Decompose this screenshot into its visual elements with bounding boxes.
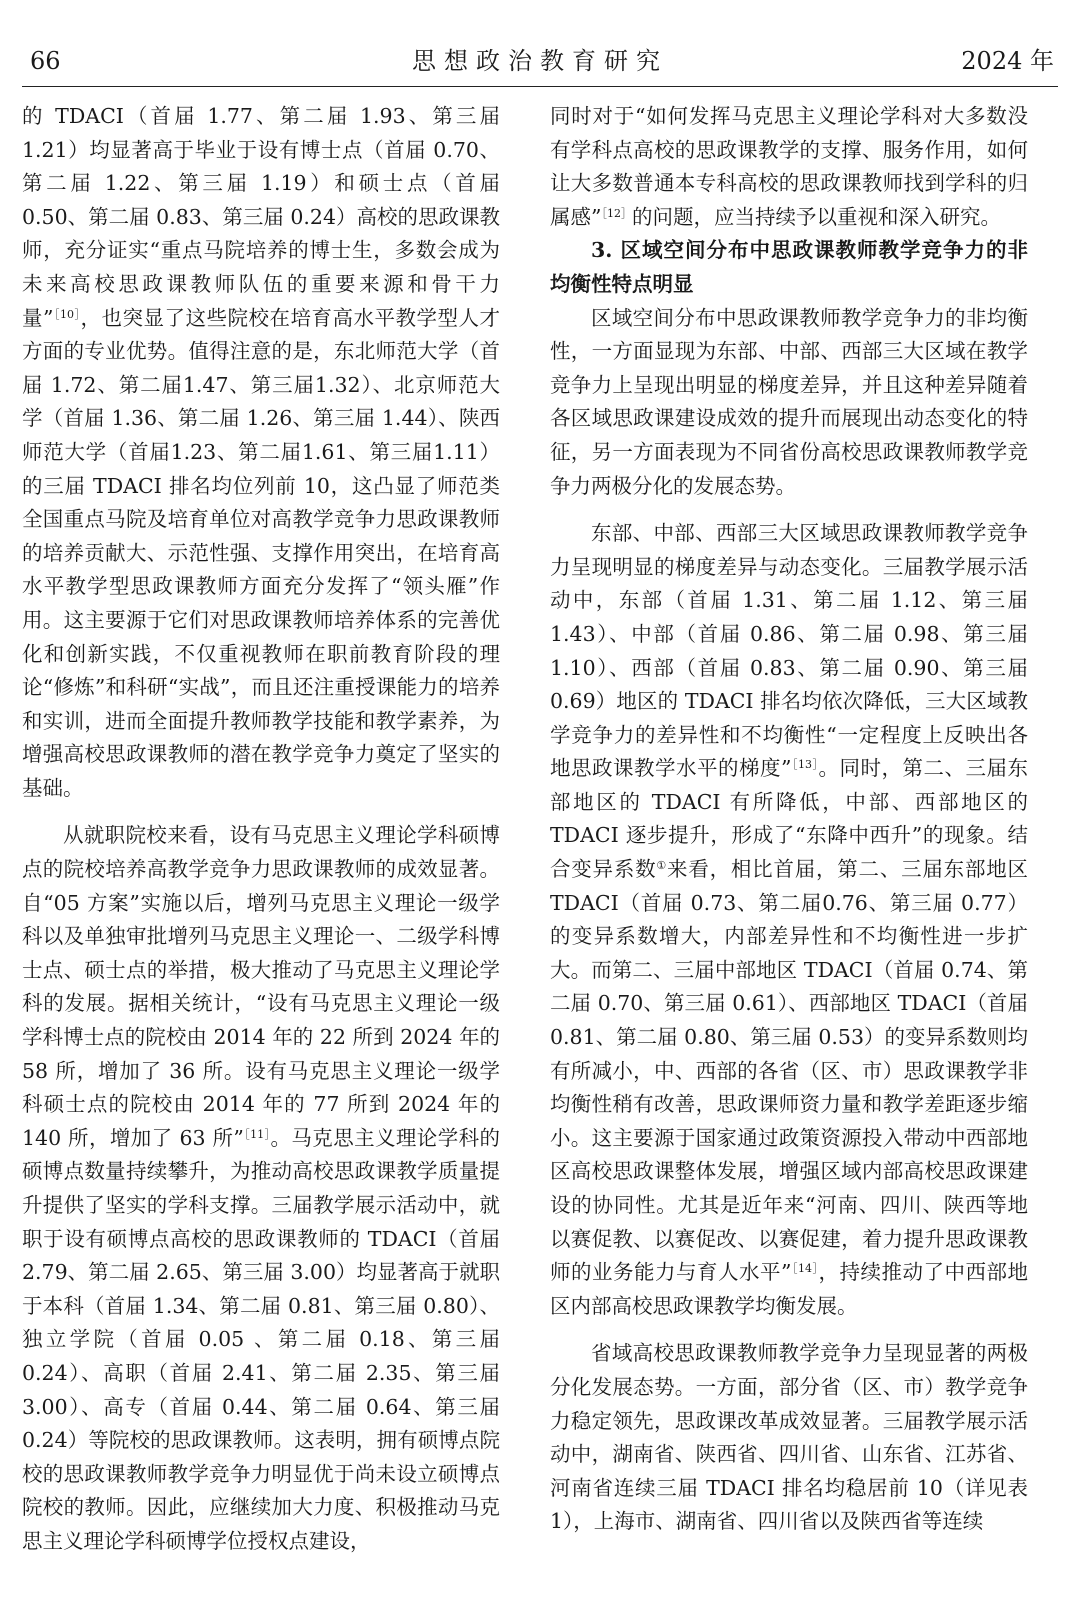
text-run: 。同时，第二、三届东部地区的 TDACI 有所降低，中部、西部地区的 TDACI 逐步提升，形成了“东降中西升”的现象。结合变异系数 bbox=[550, 756, 1029, 882]
citation-ref: ［14］ bbox=[791, 1262, 819, 1276]
text-run: ，也突显了这些院校在培育高水平教学型人才方面的专业优势。值得注意的是，东北师范大学（首届 1.72、第二届1.47、第三届1.32）、北京师范大学（首届 1.36、第二届 1.26、第三届 1.44）、陕西师范大学（首届1.23、第二届1.61、第三届1.11）的三届 TDACI 排名均位列前 10，这凸显了师范类全国重点马院及培育单位对高教学竞争力思政课教师的培养贡献大、示范性强、支撑作用突出，在培育高水平教学型思政课教师方面充分发挥了“领头雁”作用。这主要源于它们对思政课教师培养体系的完善优化和创新实践，不仅重视教师在职前教育阶段的理论“修炼”和科研“实战”，而且还注重授课能力的培养和实训，进而全面提升教师教学技能和教学素养，为增强高校思政课教师的潜在教学竞争力奠定了坚实的基础。 bbox=[22, 305, 500, 800]
text-run: 。马克思主义理论学科的硕博点数量持续攀升，为推动高校思政课教学质量提升提供了坚实的学科支撑。三届教学展示活动中，就职于设有硕博点高校的思政课教师的 TDACI（首届 2.79、第二届 2.65、第三届 3.00）均显著高于就职于本科（首届 1.34、第二届 0.81、第三届 0.80）、独立学院（首届 0.05 、第二届 0.18、第三届 0.24）、高职（首届 2.41、第二届 2.35、第三届 3.00）、高专（首届 0.44、第二届 0.64、第三届0.24）等院校的思政课教师。这表明，拥有硕博点院校的思政课教师教学竞争力明显优于尚未设立硕博点院校的教师。因此，应继续加大力度、积极推动马克思主义理论学科硕博学位授权点建设， bbox=[22, 1125, 501, 1553]
page-number: 66 bbox=[30, 47, 61, 75]
running-header bbox=[22, 40, 1058, 87]
journal-title: 思想政治教育研究 bbox=[412, 47, 668, 75]
text-run: 东部、中部、西部三大区域思政课教师教学竞争力呈现明显的梯度差异与动态变化。三届教学展示活动中，东部（首届 1.31、第二届 1.12、第三届 1.43）、中部（首届 0.86、第二届 0.98、第三届 1.10）、西部（首届 0.83、第二届 0.90、第三届0.69）地区的 TDACI 排名均依次降低，三大区域教学竞争力的差异性和不均衡性“一定程度上反映出各地思政课教学水平的梯度” bbox=[550, 521, 1028, 781]
citation-ref: ［12］ bbox=[601, 206, 632, 220]
paragraph: 区域空间分布中思政课教师教学竞争力的非均衡性，一方面显现为东部、中部、西部三大区域在教学竞争力上呈现出明显的梯度差异，并且这种差异随着各区域思政课建设成效的提升而展现出动态变化的特征，另一方面表现为不同省份高校思政课教师教学竞争力两极分化的发展态势。 bbox=[550, 305, 1028, 498]
paragraph: 省域高校思政课教师教学竞争力呈现显著的两极分化发展态势。一方面，部分省（区、市）教学竞争力稳定领先，思政课改革成效显著。三届教学展示活动中，湖南省、陕西省、四川省、山东省、江苏省、河南省连续三届 TDACI 排名均稳居前 10（详见表 1），上海市、湖南省、四川省以及陕西省等连续 bbox=[550, 1341, 1028, 1534]
section-heading: 3. 区域空间分布中思政课教师教学竞争力的非均衡性特点明显 bbox=[550, 238, 1028, 296]
left-column bbox=[22, 100, 500, 1559]
citation-ref: ［13］ bbox=[791, 758, 819, 772]
paragraph-continued bbox=[550, 100, 1028, 234]
footnote-marker: ① bbox=[656, 859, 668, 873]
citation-ref: ［10］ bbox=[53, 307, 81, 321]
publication-year: 2024 年 bbox=[961, 47, 1054, 75]
citation-ref: ［11］ bbox=[243, 1127, 271, 1141]
paragraph bbox=[550, 517, 1028, 1323]
text-run: 同时对于“如何发挥马克思主义理论学科对大多数没有学科点高校的思政课教学的支撑、服务作用，如何让大多数普通本专科高校的思政课教师找到学科的归属感” bbox=[550, 104, 1028, 229]
right-column bbox=[550, 100, 1028, 1539]
text-run: 来看，相比首届，第二、三届东部地区 TDACI（首届 0.73、第二届0.76、第三届 0.77）的变异系数增大，内部差异性和不均衡性进一步扩大。而第二、三届中部地区 TDACI（首届 0.74、第二届 0.70、第三届 0.61）、西部地区 TDACI（首届 0.81、第二届 0.80、第三届 0.53）的变异系数则均有所减小，中、西部的各省（区、市）思政课教学非均衡性稍有改善，思政课师资力量和教学差距逐步缩小。这主要源于国家通过政策资源投入带动中西部地区高校思政课整体发展，增强区域内部高校思政课建设的协同性。尤其是近年来“河南、四川、陕西等地以赛促教、以赛促改、以赛促建，着力提升思政课教师的业务能力与育人水平” bbox=[550, 857, 1029, 1285]
text-run: ，持续推动了中西部地区内部高校思政课教学均衡发展。 bbox=[550, 1260, 1029, 1318]
text-run: 的 TDACI（首届 1.77、第二届 1.93、第三届 1.21）均显著高于毕业于设有博士点（首届 0.70、第二届 1.22、第三届 1.19）和硕士点（首届 0.50、第二届 0.83、第三届 0.24）高校的思政课教师，充分证实“重点马院培养的博士生，多数会成为未来高校思政课教师队伍的重要来源和骨干力量” bbox=[22, 104, 500, 330]
paragraph bbox=[22, 819, 500, 1558]
text-run: 的问题，应当持续予以重视和深入研究。 bbox=[631, 204, 1001, 229]
paragraph-continued bbox=[22, 100, 500, 805]
text-run: 从就职院校来看，设有马克思主义理论学科硕博点的院校培养高教学竞争力思政课教师的成效显著。自“05 方案”实施以后，增列马克思主义理论一级学科以及单独审批增列马克思主义理论一、二级学科博士点、硕士点的举措，极大推动了马克思主义理论学科的发展。据相关统计，“设有马克思主义理论一级学科博士点的院校由 2014 年的 22 所到 2024 年的 58 所，增加了 36 所。设有马克思主义理论一级学科硕士点的院校由 2014 年的 77 所到 2024 年的 140 所，增加了 63 所” bbox=[22, 823, 500, 1150]
